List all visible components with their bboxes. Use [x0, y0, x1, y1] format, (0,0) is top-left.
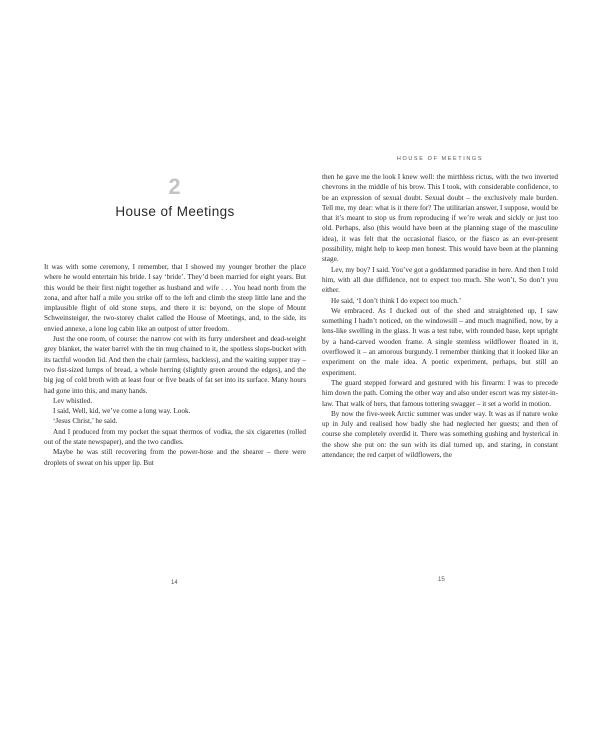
paragraph: By now the five-week Arctic summer was under way. It was as if nature woke up in July and realised how badly she had neglected her guests; and then of course she completely overdid it. There was something gushing and hysterical in the show she put on: the sun with its dial turned up, and staring, in constant attendance; the red carpet of wildflowers, the	[322, 409, 558, 460]
paragraph: It was with some ceremony, I remember, that I showed my younger brother the place where he would entertain his bride. I say ‘bride’. They’d been married for eight years. But this would be their first night together as husband and wife . . . You head north from the zona, and after half a mile you strike off to the left and climb the steep little lane and the implausible flight of old stone steps, and there it is: beyond, on the slope of Mount Schweinsteiger, the two-storey chalet called the House of Meetings, and, to the side, its envied annexe, a lone log cabin like an outpost of utter freedom.	[44, 263, 306, 333]
left-body-text	[44, 262, 306, 468]
paragraph: He said, ‘I don’t think I do expect too much.’	[331, 296, 462, 305]
chapter-title: House of Meetings	[115, 204, 235, 219]
right-page-number: 15	[438, 577, 445, 583]
paragraph: I said, Well, kid, we’ve come a long way. Look.	[53, 407, 191, 416]
paragraph: Just the one room, of course: the narrow cot with its furry undersheet and dead-weight grey blanket, the water barrel with the tin mug chained to it, the spotless slops-bucket with its tactful wooden lid. And then the chair (armless, backless), and the waiting supper tray – two fist-sized lumps of bread, a whole herring (slightly green around the edges), and the big jug of cold broth with at least four or five beads of fat set into its surface. Many hours had gone into this, and many hands.	[44, 335, 306, 395]
left-page-number: 14	[171, 580, 178, 586]
paragraph: And I produced from my pocket the squat thermos of vodka, the six cigarettes (rolled out of the state newspaper), and the two candles.	[44, 427, 306, 447]
paragraph: We embraced. As I ducked out of the shed and straightened up, I saw something I hadn’t noticed, on the windowsill – and much magnified, now, by a lens-like swelling in the glass. It was a test tube, with rounded base, kept upright by a hand-carved wooden frame. A single stemless wildflower floated in it, overflowed it – an amorous burgundy. I remember thinking that it looked like an experiment on the male idea. A poetic experiment, perhaps, but still an experiment.	[322, 306, 558, 377]
paragraph: Lev whistled.	[53, 396, 93, 405]
chapter-number: 2	[168, 174, 182, 199]
paragraph: Lev, my boy? I said. You’ve got a goddamned paradise in here. And then I told him, with all due diffidence, not to expect too much. She won’t. So don’t you either.	[322, 265, 558, 295]
paragraph: ‘Jesus Christ,’ he said.	[53, 417, 118, 426]
paragraph: then he gave me the look I knew well: the mirthless rictus, with the two inverted chevrons in the middle of his brow. This I took, with considerable confidence, to be an expression of sexual doubt. Sexual doubt – the exclusively male burden. Tell me, my dear: what is it there for? The utilitarian answer, I suppose, would be that it’s meant to stop us from reproducing if we’re weak and sickly or just too old. Perhaps, also (this would have been at the planning stage of the masculine idea), it was felt that the occasional fiasco, or the fiasco as an ever-present possibility, might help to keep men honest. This would have been at the planning stage.	[322, 173, 558, 264]
right-body-text	[322, 172, 558, 460]
paragraph: Maybe he was still recovering from the power-hose and the shearer – there were droplets of sweat on his upper lip. But	[44, 448, 306, 467]
paragraph: The guard stepped forward and gestured with his firearm: I was to precede him down the path. Coming the other way and also under escort was my sister-in-law. That walk of hers, that famous tottering swagger – it set a world in motion.	[322, 378, 558, 408]
running-head: HOUSE OF MEETINGS	[396, 156, 484, 162]
